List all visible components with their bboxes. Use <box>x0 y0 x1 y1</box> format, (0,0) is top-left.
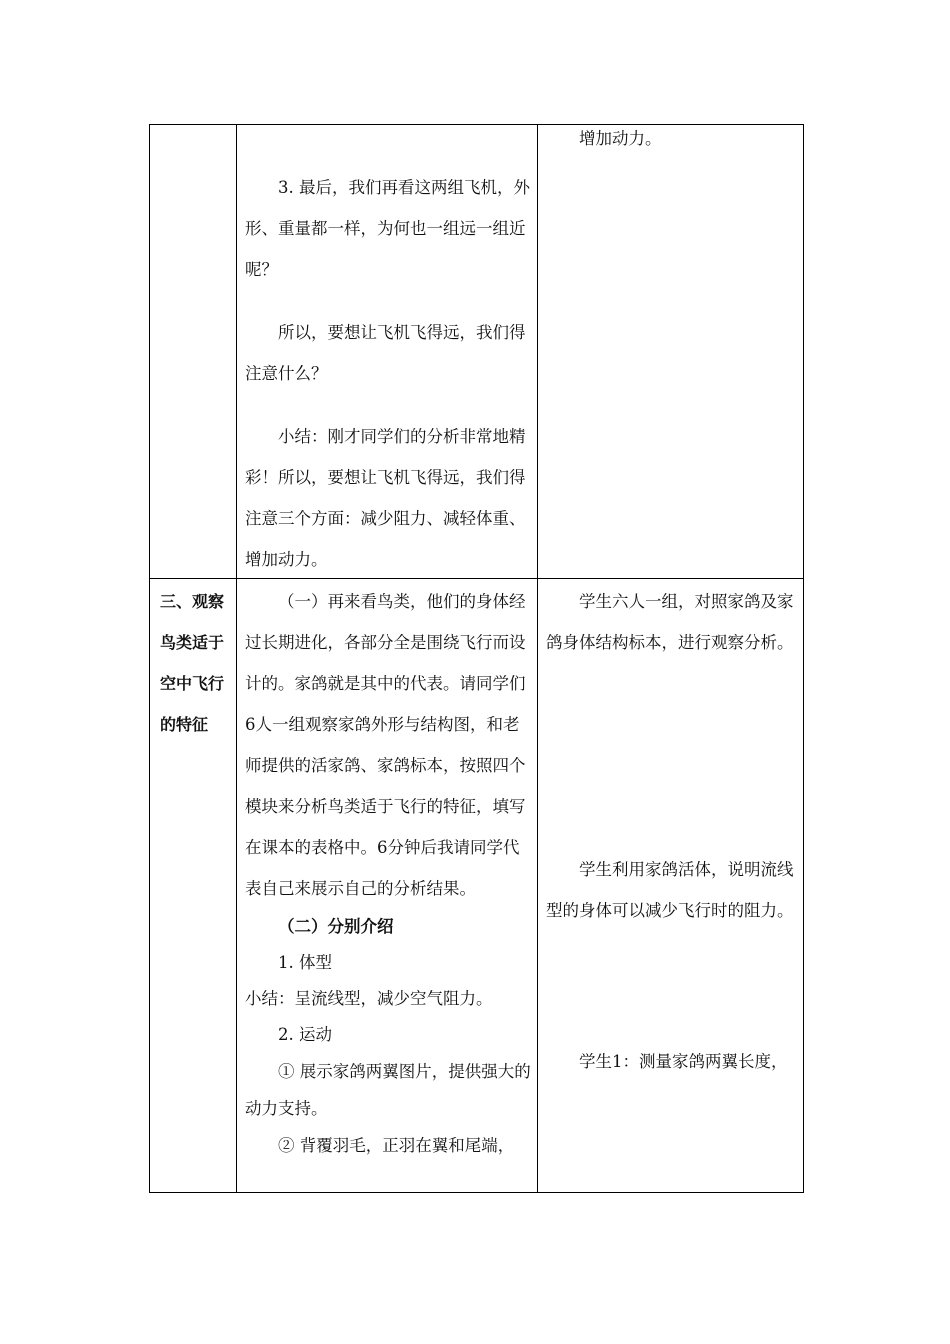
section-title-text: 三、观察鸟类适于空中飞行的特征 <box>160 592 225 734</box>
student-activity-paragraph: 学生六人一组，对照家鸽及家鸽身体结构标本，进行观察分析。 <box>546 592 794 652</box>
list-item: 2. 运动 <box>278 1025 332 1044</box>
section-title <box>160 581 230 745</box>
intro-paragraph: （一）再来看鸟类，他们的身体经过长期进化，各部分全是围绕飞行而设计的。家鸽就是其中的代表。请同学们6人一组观察家鸽外形与结构图，和老师提供的活家鸽、家鸽标本，按照四个模块来分析鸟类适于飞行的特征，填写在课本的表格中。6分钟后我请同学代表自己来展示自己的分析结果。 <box>245 592 526 898</box>
answer-paragraph: 增加动力。 <box>579 129 662 148</box>
question-paragraph: 所以，要想让飞机飞得远，我们得注意什么？ <box>245 323 526 383</box>
lesson-table <box>149 124 804 1193</box>
student-activity-paragraph: 学生利用家鸽活体，说明流线型的身体可以减少飞行时的阻力。 <box>546 860 794 920</box>
point-paragraph: ① 展示家鸽两翼图片，提供强大的动力支持。 <box>245 1062 531 1118</box>
row2-right-cell <box>546 581 798 1082</box>
list-item: 1. 体型 <box>278 953 332 972</box>
column-divider <box>537 125 538 1192</box>
question-paragraph: 3. 最后，我们再看这两组飞机，外形、重量都一样，为何也一组远一组近呢？ <box>245 178 530 279</box>
row1-middle-cell <box>245 167 532 580</box>
summary-line: 小结：呈流线型，减少空气阻力。 <box>245 989 493 1008</box>
summary-paragraph: 小结：刚才同学们的分析非常地精彩！所以，要想让飞机飞得远，我们得注意三个方面：减少阻力、减轻体重、增加动力。 <box>245 427 526 569</box>
student-activity-paragraph: 学生1：测量家鸽两翼长度， <box>579 1052 788 1071</box>
row1-right-cell <box>546 125 798 153</box>
row2-middle-cell <box>245 581 532 1164</box>
point-paragraph: ② 背覆羽毛，正羽在翼和尾端， <box>278 1136 515 1155</box>
column-divider <box>236 125 237 1192</box>
subheading: （二）分别介绍 <box>278 917 394 936</box>
